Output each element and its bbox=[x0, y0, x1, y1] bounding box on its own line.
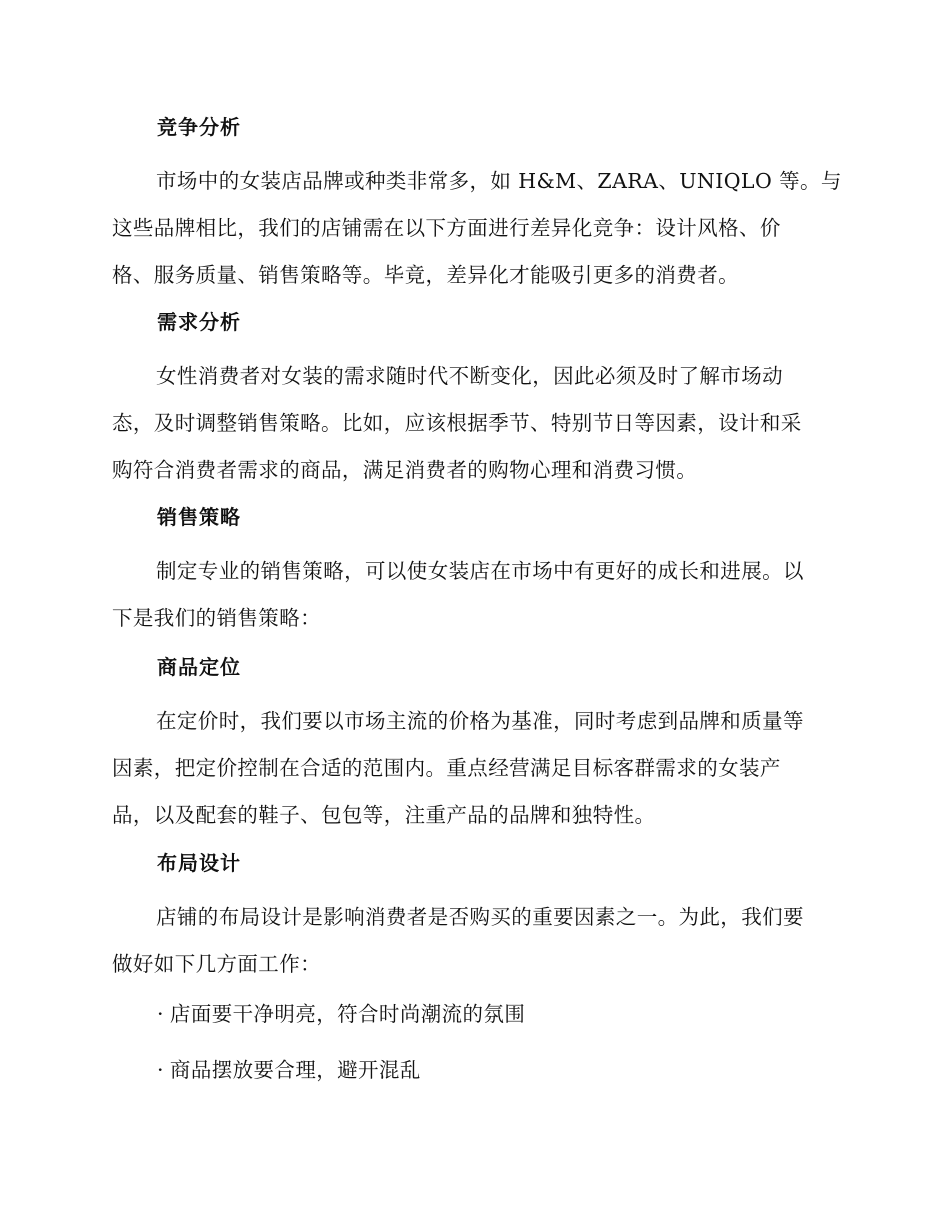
bullet-marker: · bbox=[157, 1058, 164, 1082]
section-paragraph-product-positioning bbox=[112, 698, 842, 839]
section-paragraph-sales-strategy bbox=[112, 548, 842, 642]
section-heading-demand: 需求分析 bbox=[157, 310, 241, 334]
section-heading-product-positioning: 商品定位 bbox=[157, 655, 241, 679]
section-heading-layout-design: 布局设计 bbox=[157, 851, 241, 875]
section-heading-competition: 竞争分析 bbox=[157, 115, 241, 139]
bullet-item bbox=[157, 1057, 421, 1083]
paragraph-line: 制定专业的销售策略，可以使女装店在市场中有更好的成长和进展。以 bbox=[156, 559, 804, 583]
paragraph-line: 格、服务质量、销售策略等。毕竟，差异化才能吸引更多的消费者。 bbox=[112, 263, 739, 287]
section-paragraph-layout-design bbox=[112, 894, 842, 988]
paragraph-line: 市场中的女装店品牌或种类非常多，如 H&M、ZARA、UNIQLO 等。与 bbox=[156, 169, 842, 193]
paragraph-line: 店铺的布局设计是影响消费者是否购买的重要因素之一。为此，我们要 bbox=[156, 905, 804, 929]
section-heading-sales-strategy: 销售策略 bbox=[157, 505, 241, 529]
paragraph-line: 女性消费者对女装的需求随时代不断变化，因此必须及时了解市场动 bbox=[156, 364, 783, 388]
paragraph-line: 这些品牌相比，我们的店铺需在以下方面进行差异化竞争：设计风格、价 bbox=[112, 216, 781, 240]
paragraph-line: 因素，把定价控制在合适的范围内。重点经营满足目标客群需求的女装产 bbox=[112, 756, 781, 780]
paragraph-line: 品，以及配套的鞋子、包包等，注重产品的品牌和独特性。 bbox=[112, 803, 656, 827]
section-paragraph-demand bbox=[112, 353, 842, 494]
paragraph-line: 在定价时，我们要以市场主流的价格为基准，同时考虑到品牌和质量等 bbox=[156, 709, 804, 733]
paragraph-line: 做好如下几方面工作： bbox=[112, 952, 321, 976]
bullet-item bbox=[157, 1001, 525, 1027]
bullet-text: 店面要干净明亮，符合时尚潮流的氛围 bbox=[169, 1002, 526, 1026]
bullet-marker: · bbox=[157, 1002, 164, 1026]
section-paragraph-competition bbox=[112, 158, 842, 299]
bullet-text: 商品摆放要合理，避开混乱 bbox=[169, 1058, 421, 1082]
paragraph-line: 态，及时调整销售策略。比如，应该根据季节、特别节日等因素，设计和采 bbox=[112, 411, 802, 435]
paragraph-line: 下是我们的销售策略： bbox=[112, 606, 321, 630]
paragraph-line: 购符合消费者需求的商品，满足消费者的购物心理和消费习惯。 bbox=[112, 458, 698, 482]
